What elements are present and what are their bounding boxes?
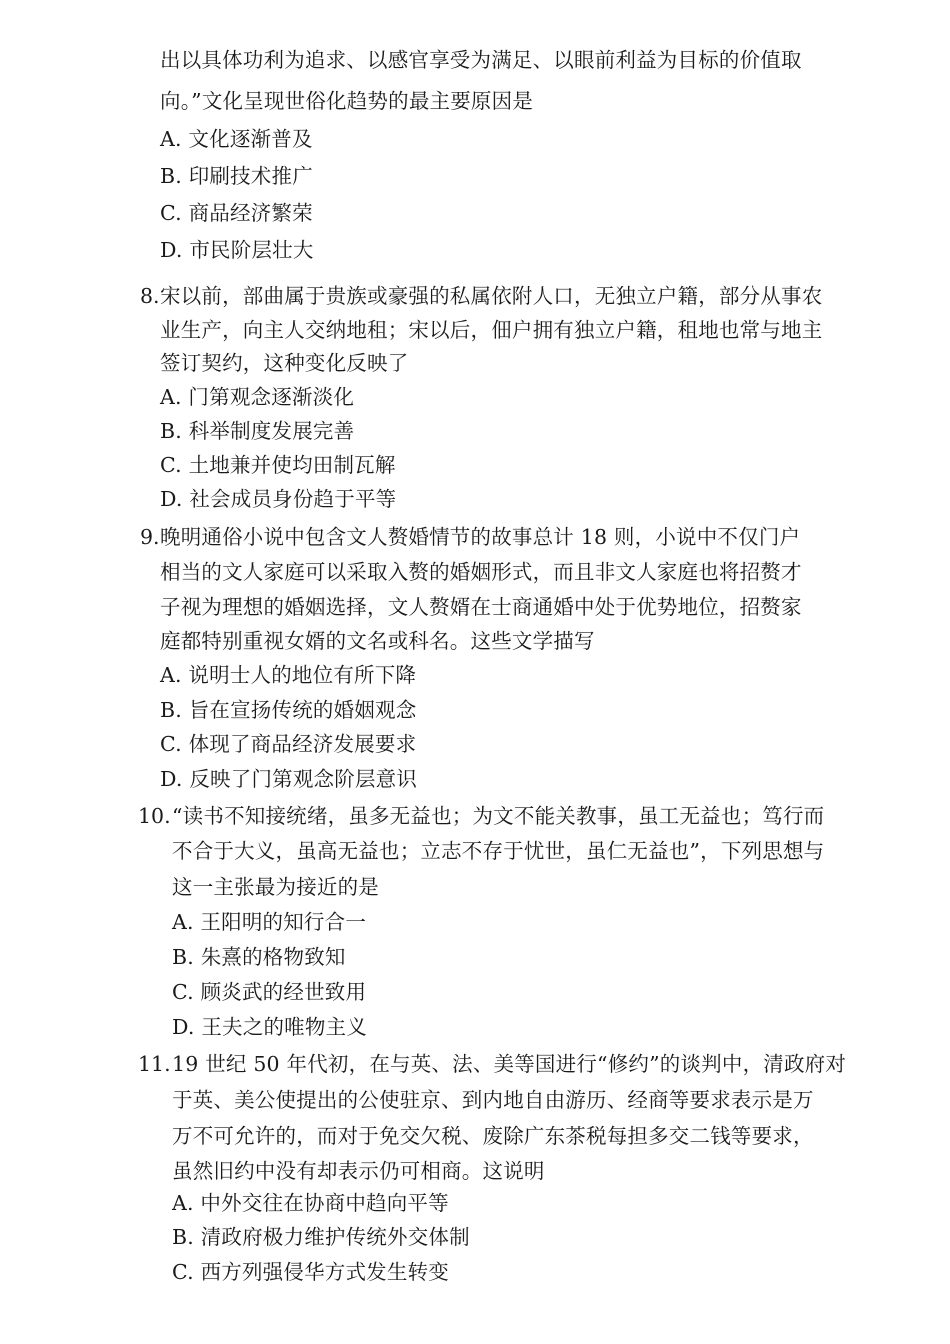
intro-option-a: A. 文化逐渐普及: [160, 127, 313, 151]
q9-option-c: C. 体现了商品经济发展要求: [160, 732, 417, 756]
q9-option-a: A. 说明士人的地位有所下降: [160, 663, 417, 687]
q10-option-a: A. 王阳明的知行合一: [172, 910, 367, 934]
q10-option-b: B. 朱熹的格物致知: [172, 945, 346, 969]
q9-number: 9.: [140, 525, 160, 549]
q10-option-d: D. 王夫之的唯物主义: [172, 1015, 367, 1039]
q9-option-b: B. 旨在宣扬传统的婚姻观念: [160, 698, 417, 722]
q11-stem-line-1: 19 世纪 50 年代初，在与英、法、美等国进行“修约”的谈判中，清政府对: [172, 1052, 847, 1076]
intro-stem-line-2: 向。”文化呈现世俗化趋势的最主要原因是: [160, 89, 534, 113]
q8-number: 8.: [140, 284, 160, 308]
q8-stem-line-3: 签订契约，这种变化反映了: [160, 351, 409, 375]
q8-option-d: D. 社会成员身份趋于平等: [160, 487, 397, 511]
q11-number: 11.: [138, 1052, 171, 1076]
q10-stem-line-2: 不合于大义，虽高无益也；立志不存于忧世，虽仁无益也”，下列思想与: [172, 839, 825, 863]
q9-stem-line-2: 相当的文人家庭可以采取入赘的婚姻形式，而且非文人家庭也将招赘才: [160, 560, 802, 584]
q11-stem-line-3: 万不可允许的，而对于免交欠税、废除广东茶税每担多交二钱等要求，: [172, 1124, 814, 1148]
q11-option-b: B. 清政府极力维护传统外交体制: [172, 1225, 470, 1249]
q11-option-c: C. 西方列强侵华方式发生转变: [172, 1260, 449, 1284]
intro-stem-line-1: 出以具体功利为追求、以感官享受为满足、以眼前利益为目标的价值取: [160, 48, 802, 72]
q9-stem-line-1: 晚明通俗小说中包含文人赘婚情节的故事总计 18 则，小说中不仅门户: [160, 525, 801, 549]
intro-option-d: D. 市民阶层壮大: [160, 238, 314, 262]
q11-option-a: A. 中外交往在协商中趋向平等: [172, 1191, 449, 1215]
intro-option-c: C. 商品经济繁荣: [160, 201, 313, 225]
q10-number: 10.: [138, 804, 171, 828]
q11-stem-line-2: 于英、美公使提出的公使驻京、到内地自由游历、经商等要求表示是万: [172, 1088, 814, 1112]
q9-stem-line-3: 子视为理想的婚姻选择，文人赘婿在士商通婚中处于优势地位，招赘家: [160, 595, 802, 619]
q11-stem-line-4: 虽然旧约中没有却表示仍可相商。这说明: [172, 1159, 545, 1183]
q8-option-a: A. 门第观念逐渐淡化: [160, 385, 355, 409]
intro-option-b: B. 印刷技术推广: [160, 164, 313, 188]
q8-stem-line-1: 宋以前，部曲属于贵族或豪强的私属依附人口，无独立户籍，部分从事农: [160, 284, 823, 308]
q8-option-b: B. 科举制度发展完善: [160, 419, 355, 443]
q8-option-c: C. 土地兼并使均田制瓦解: [160, 453, 396, 477]
q8-stem-line-2: 业生产，向主人交纳地租；宋以后，佃户拥有独立户籍，租地也常与地主: [160, 318, 823, 342]
q10-stem-line-3: 这一主张最为接近的是: [172, 875, 379, 899]
q10-stem-line-1: “读书不知接统绪，虽多无益也；为文不能关教事，虽工无益也；笃行而: [172, 804, 825, 828]
q10-option-c: C. 顾炎武的经世致用: [172, 980, 367, 1004]
q9-stem-line-4: 庭都特别重视女婿的文名或科名。这些文学描写: [160, 629, 595, 653]
q9-option-d: D. 反映了门第观念阶层意识: [160, 767, 418, 791]
